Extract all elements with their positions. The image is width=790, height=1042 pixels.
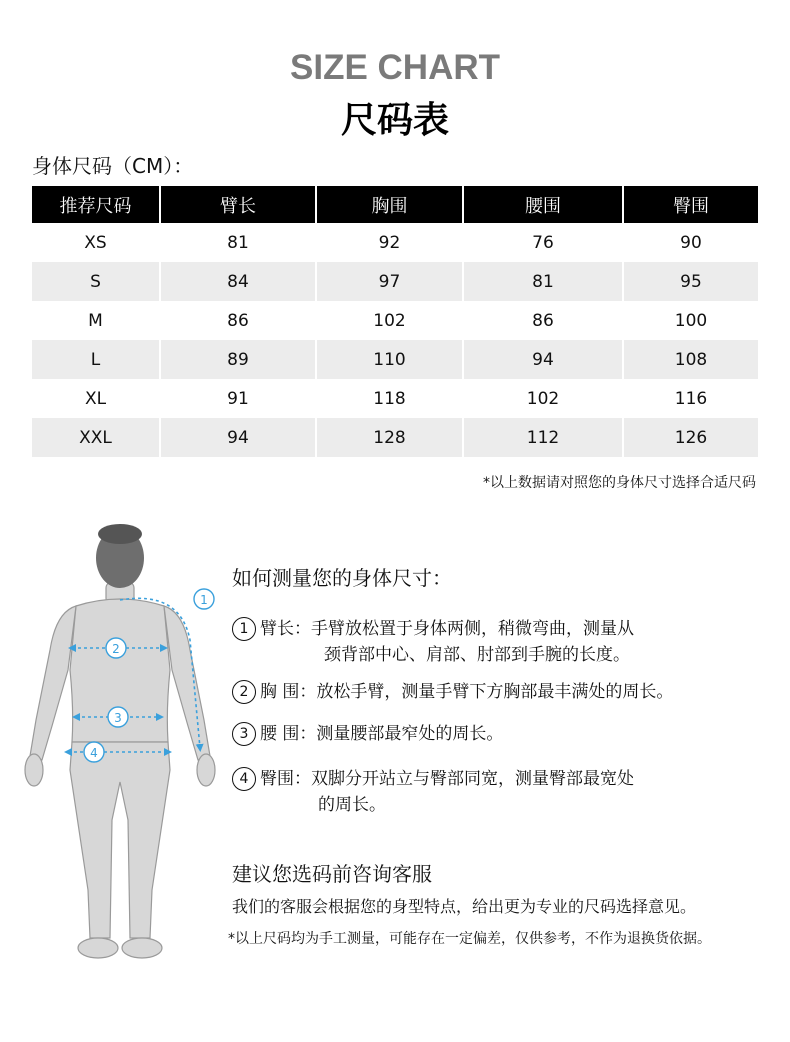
table-cell: 128 <box>316 418 463 457</box>
item-number: 1 <box>232 617 256 641</box>
item-text: 放松手臂，测量手臂下方胸部最丰满处的周长。 <box>316 682 674 702</box>
table-cell: 126 <box>623 418 758 457</box>
table-row <box>32 418 758 457</box>
table-cell: 112 <box>463 418 623 457</box>
marker-4-label: 4 <box>90 746 98 760</box>
size-table <box>32 186 758 457</box>
column-header: 臀围 <box>623 186 758 223</box>
table-cell: S <box>32 262 160 301</box>
column-header: 胸围 <box>316 186 463 223</box>
item-text: 手臂放松置于身体两侧，稍微弯曲，测量从 <box>311 619 634 639</box>
table-note: *以上数据请对照您的身体尺寸选择合适尺码 <box>483 475 756 491</box>
advice-title: 建议您选码前咨询客服 <box>232 862 432 886</box>
table-cell: 89 <box>160 340 316 379</box>
body-measure-figure <box>20 520 230 970</box>
page-title-en: SIZE CHART <box>290 48 500 87</box>
item-text-continued: 的周长。 <box>318 795 386 815</box>
advice-text: 我们的客服会根据您的身型特点，给出更为专业的尺码选择意见。 <box>232 897 697 916</box>
item-text-continued: 颈背部中心、肩部、肘部到手腕的长度。 <box>324 645 630 665</box>
table-cell: 95 <box>623 262 758 301</box>
marker-3-label: 3 <box>114 711 122 725</box>
table-cell: 91 <box>160 379 316 418</box>
column-header: 推荐尺码 <box>32 186 160 223</box>
table-cell: 86 <box>160 301 316 340</box>
table-cell: 81 <box>463 262 623 301</box>
marker-2-label: 2 <box>112 642 120 656</box>
measure-item-chest <box>232 679 772 705</box>
table-cell: 84 <box>160 262 316 301</box>
item-label: 胸 围： <box>260 682 317 702</box>
table-cell: 76 <box>463 223 623 262</box>
item-number: 4 <box>232 767 256 791</box>
advice-note: *以上尺码均为手工测量，可能存在一定偏差，仅供参考，不作为退换货依据。 <box>228 931 711 947</box>
table-cell: M <box>32 301 160 340</box>
measure-item-arm <box>232 616 772 668</box>
table-cell: 110 <box>316 340 463 379</box>
table-cell: 116 <box>623 379 758 418</box>
measure-item-waist <box>232 721 772 747</box>
table-cell: 90 <box>623 223 758 262</box>
head-icon <box>96 524 144 588</box>
item-label: 臀围： <box>260 769 311 789</box>
table-cell: 102 <box>463 379 623 418</box>
table-cell: XL <box>32 379 160 418</box>
page-title-cn: 尺码表 <box>340 100 449 141</box>
table-cell: L <box>32 340 160 379</box>
table-row <box>32 379 758 418</box>
table-cell: 86 <box>463 301 623 340</box>
item-text: 双脚分开站立与臀部同宽，测量臀部最宽处 <box>311 769 634 789</box>
body-size-label: 身体尺码（CM）： <box>32 154 194 178</box>
column-header: 臂长 <box>160 186 316 223</box>
measure-item-hip <box>232 766 772 818</box>
table-cell: 97 <box>316 262 463 301</box>
table-row <box>32 223 758 262</box>
item-number: 2 <box>232 680 256 704</box>
table-cell: 102 <box>316 301 463 340</box>
table-cell: 108 <box>623 340 758 379</box>
table-cell: 100 <box>623 301 758 340</box>
table-cell: 118 <box>316 379 463 418</box>
table-cell: 81 <box>160 223 316 262</box>
item-number: 3 <box>232 722 256 746</box>
table-cell: 94 <box>463 340 623 379</box>
item-label: 腰 围： <box>260 724 317 744</box>
column-header: 腰围 <box>463 186 623 223</box>
table-row <box>32 301 758 340</box>
table-cell: XXL <box>32 418 160 457</box>
table-row <box>32 262 758 301</box>
table-cell: 92 <box>316 223 463 262</box>
table-cell: 94 <box>160 418 316 457</box>
item-label: 臂长： <box>260 619 311 639</box>
measure-title: 如何测量您的身体尺寸： <box>232 566 452 590</box>
marker-1-label: 1 <box>200 593 208 607</box>
table-cell: XS <box>32 223 160 262</box>
table-row <box>32 340 758 379</box>
item-text: 测量腰部最窄处的周长。 <box>316 724 504 744</box>
table-header-row <box>32 186 758 223</box>
